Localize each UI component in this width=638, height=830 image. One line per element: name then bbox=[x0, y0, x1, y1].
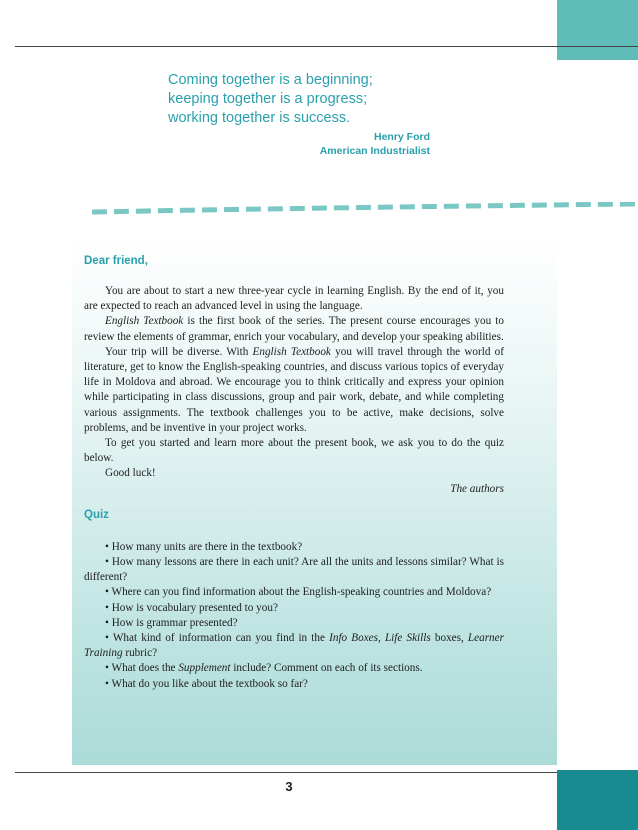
book-title: English Textbook bbox=[252, 345, 331, 358]
letter-paragraph: To get you started and learn more about the present book, we ask you to do the quiz below. bbox=[84, 437, 504, 465]
book-title: English Textbook bbox=[105, 315, 184, 328]
epigraph-author: Henry Ford bbox=[373, 131, 430, 143]
letter-content bbox=[84, 255, 504, 692]
quiz-question: • How is grammar presented? bbox=[105, 616, 238, 629]
letter-paragraph: You are about to start a new three-year cycle in learning English. By the end of it, you are expected to reach an advanced level in using the language. bbox=[84, 285, 504, 313]
epigraph bbox=[168, 71, 430, 158]
quiz-question: • What do you like about the textbook so far? bbox=[105, 677, 308, 690]
page-number: 3 bbox=[285, 779, 293, 794]
salutation: Dear friend, bbox=[84, 255, 148, 267]
quiz-question: • How is vocabulary presented to you? bbox=[105, 601, 278, 614]
epigraph-line: keeping together is a progress; bbox=[168, 91, 368, 107]
letter-paragraph: Your trip will be diverse. With English Textbook you will travel through the world of literature, get to know the English-speaking countries, and discuss various topics of everyday life in Moldova and abroad. We encourage you to think critically and express your opinion while participating in class discussions, group and pair work, debate, and while completing various assignments. The textbook challenges you to be active, make decisions, solve problems, and be inventive in your project works. bbox=[84, 345, 504, 434]
quiz-question: • How many units are there in the textbook? bbox=[105, 540, 303, 553]
epigraph-line: Coming together is a beginning; bbox=[168, 72, 373, 88]
quiz-question: • What does the Supplement include? Comment on each of its sections. bbox=[105, 662, 423, 675]
letter-paragraph: English Textbook is the first book of the series. The present course encourages you to review the elements of grammar, enrich your vocabulary, and develop your speaking abilities. bbox=[84, 315, 504, 343]
footer-rule bbox=[15, 772, 638, 773]
quiz-question: • Where can you find information about the English-speaking countries and Moldova? bbox=[105, 586, 492, 599]
epigraph-author-title: American Industrialist bbox=[319, 145, 430, 157]
letter-signature: The authors bbox=[450, 482, 504, 495]
epigraph-line: working together is success. bbox=[168, 110, 351, 126]
header-rule bbox=[15, 46, 638, 47]
dashed-divider bbox=[90, 202, 638, 216]
letter-closing: Good luck! bbox=[105, 467, 156, 480]
quiz-question: • What kind of information can you find in the Info Boxes, Life Skills boxes, Learner Training rubric? bbox=[84, 632, 504, 660]
corner-tab-top bbox=[557, 0, 638, 60]
quiz-heading: Quiz bbox=[84, 508, 109, 521]
quiz-question: • How many lessons are there in each unit? Are all the units and lessons similar? What is different? bbox=[84, 556, 504, 584]
